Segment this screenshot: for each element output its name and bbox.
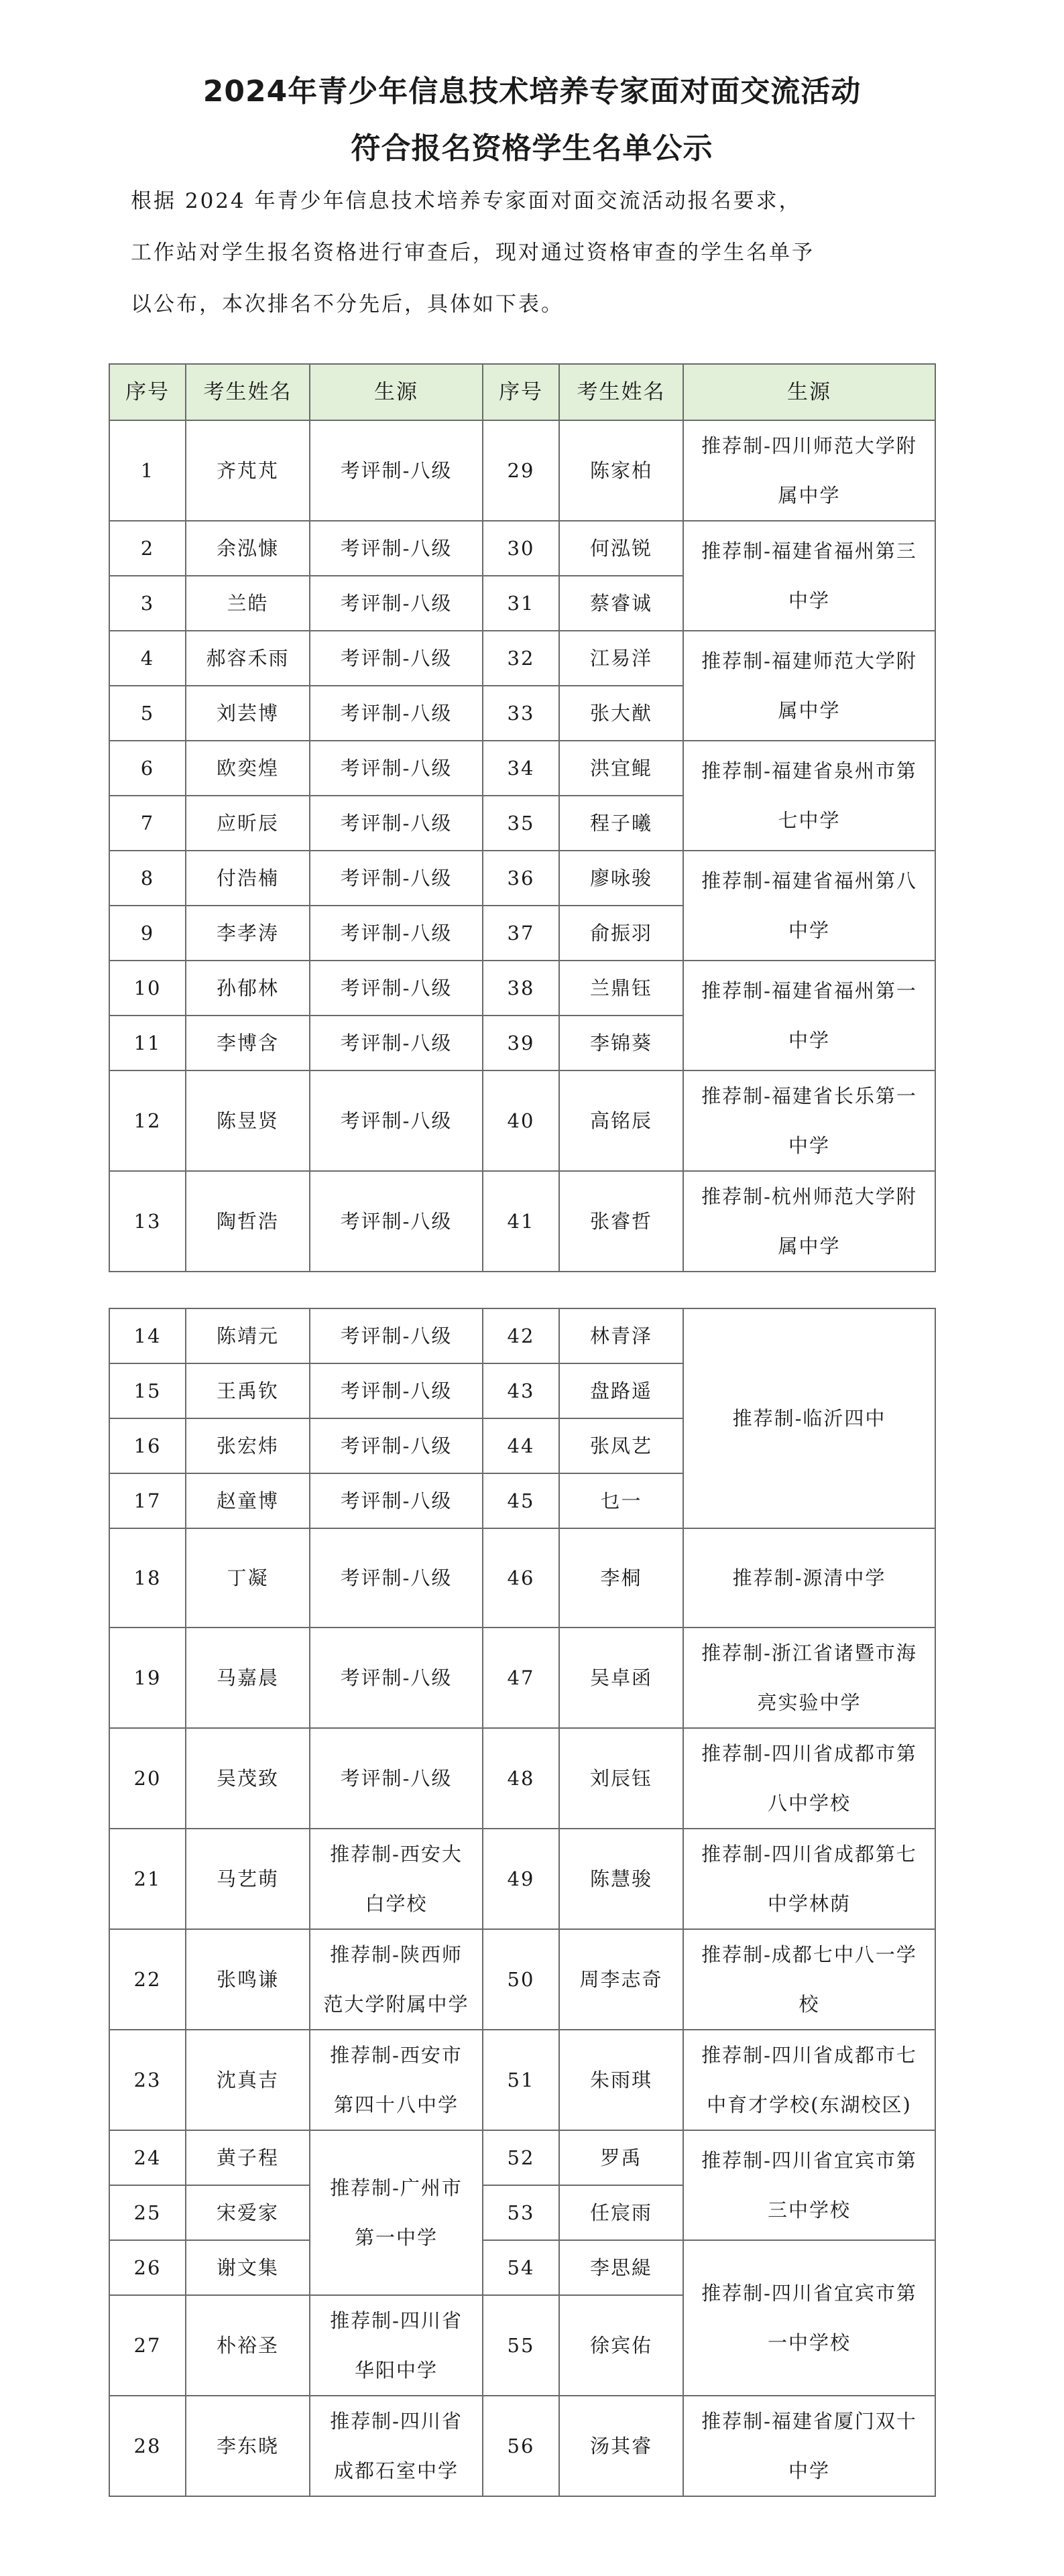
seq-cell: 34: [483, 741, 559, 796]
seq-cell: 12: [109, 1070, 186, 1171]
seq-cell: 1: [109, 420, 186, 521]
name-cell: 蔡睿诚: [559, 576, 683, 631]
header-source: 生源: [683, 364, 935, 420]
name-cell: 兰鼎钰: [559, 961, 683, 1016]
name-cell: 吴茂致: [186, 1728, 310, 1829]
name-cell: 马艺萌: [186, 1829, 310, 1929]
name-cell: 刘芸博: [186, 686, 310, 741]
name-cell: 宋爱家: [186, 2185, 310, 2240]
name-cell: 张睿哲: [559, 1171, 683, 1272]
table-row: [109, 2396, 935, 2496]
name-cell: 余泓慷: [186, 521, 310, 576]
seq-cell: 31: [483, 576, 559, 631]
seq-cell: 39: [483, 1016, 559, 1070]
source-cell: 考评制-八级: [310, 796, 483, 851]
name-cell: 林青泽: [559, 1308, 683, 1363]
source-cell: 考评制-八级: [310, 906, 483, 961]
source-cell: 推荐制-四川省成都市七中育才学校(东湖校区): [683, 2030, 935, 2130]
seq-cell: 24: [109, 2130, 186, 2185]
source-cell: 考评制-八级: [310, 1016, 483, 1070]
table-row: [109, 1929, 935, 2030]
seq-cell: 28: [109, 2396, 186, 2496]
table-row: [109, 741, 935, 796]
table-row: [109, 631, 935, 686]
name-cell: 付浩楠: [186, 851, 310, 906]
seq-cell: 27: [109, 2295, 186, 2396]
source-cell: 推荐制-浙江省诸暨市海亮实验中学: [683, 1628, 935, 1728]
name-cell: 赵童博: [186, 1473, 310, 1528]
seq-cell: 10: [109, 961, 186, 1016]
seq-cell: 23: [109, 2030, 186, 2130]
source-cell: 推荐制-福建省福州第一中学: [683, 961, 935, 1070]
source-cell: 推荐制-四川省华阳中学: [310, 2295, 483, 2396]
seq-cell: 38: [483, 961, 559, 1016]
source-cell: 考评制-八级: [310, 1418, 483, 1473]
seq-cell: 56: [483, 2396, 559, 2496]
seq-cell: 25: [109, 2185, 186, 2240]
source-cell: 考评制-八级: [310, 576, 483, 631]
intro-line-2: 工作站对学生报名资格进行审查后，现对通过资格审查的学生名单予: [131, 241, 815, 265]
source-cell: 考评制-八级: [310, 961, 483, 1016]
name-cell: 任宸雨: [559, 2185, 683, 2240]
source-cell: 推荐制-福建省长乐第一中学: [683, 1070, 935, 1171]
name-cell: 李博含: [186, 1016, 310, 1070]
name-cell: 马嘉晨: [186, 1628, 310, 1728]
intro-line-3: 以公布，本次排名不分先后，具体如下表。: [131, 292, 564, 316]
seq-cell: 42: [483, 1308, 559, 1363]
source-cell: 推荐制-四川省宜宾市第三中学校: [683, 2130, 935, 2240]
page-title: 2024年青少年信息技术培养专家面对面交流活动: [202, 74, 862, 109]
seq-cell: 11: [109, 1016, 186, 1070]
source-cell: 考评制-八级: [310, 741, 483, 796]
seq-cell: 3: [109, 576, 186, 631]
table-row: [109, 2130, 935, 2185]
source-cell: 考评制-八级: [310, 686, 483, 741]
seq-cell: 46: [483, 1528, 559, 1628]
name-cell: 吴卓函: [559, 1628, 683, 1728]
name-cell: 刘辰钰: [559, 1728, 683, 1829]
name-cell: 李东晓: [186, 2396, 310, 2496]
seq-cell: 21: [109, 1829, 186, 1929]
name-cell: 陈慧骏: [559, 1829, 683, 1929]
source-cell: 推荐制-成都七中八一学校: [683, 1929, 935, 2030]
name-cell: 徐宾佑: [559, 2295, 683, 2396]
name-cell: 俞振羽: [559, 906, 683, 961]
seq-cell: 13: [109, 1171, 186, 1272]
source-cell: 推荐制-福建省泉州市第七中学: [683, 741, 935, 851]
name-cell: 黄子程: [186, 2130, 310, 2185]
table-row: [109, 961, 935, 1016]
page-subtitle: 符合报名资格学生名单公示: [351, 131, 713, 166]
seq-cell: 54: [483, 2240, 559, 2295]
seq-cell: 47: [483, 1628, 559, 1728]
name-cell: 盘路遥: [559, 1363, 683, 1418]
source-cell: 推荐制-源清中学: [683, 1528, 935, 1628]
source-cell: 推荐制-西安大白学校: [310, 1829, 483, 1929]
source-cell: 考评制-八级: [310, 1308, 483, 1363]
seq-cell: 44: [483, 1418, 559, 1473]
source-cell: 考评制-八级: [310, 631, 483, 686]
seq-cell: 33: [483, 686, 559, 741]
name-cell: 江易洋: [559, 631, 683, 686]
table-row: [109, 1171, 935, 1272]
header-name: 考生姓名: [559, 364, 683, 420]
name-cell: 陈昱贤: [186, 1070, 310, 1171]
name-cell: 张宏炜: [186, 1418, 310, 1473]
table-row: [109, 1628, 935, 1728]
header-seq: 序号: [483, 364, 559, 420]
seq-cell: 32: [483, 631, 559, 686]
seq-cell: 5: [109, 686, 186, 741]
seq-cell: 37: [483, 906, 559, 961]
seq-cell: 41: [483, 1171, 559, 1272]
source-cell: 考评制-八级: [310, 1070, 483, 1171]
table-row: [109, 521, 935, 576]
seq-cell: 17: [109, 1473, 186, 1528]
source-cell: 推荐制-四川师范大学附属中学: [683, 420, 935, 521]
seq-cell: 51: [483, 2030, 559, 2130]
seq-cell: 4: [109, 631, 186, 686]
seq-cell: 22: [109, 1929, 186, 2030]
source-cell: 考评制-八级: [310, 1171, 483, 1272]
source-cell: 考评制-八级: [310, 1363, 483, 1418]
seq-cell: 40: [483, 1070, 559, 1171]
table-row: [109, 851, 935, 906]
name-cell: 沈真吉: [186, 2030, 310, 2130]
name-cell: 张凤艺: [559, 1418, 683, 1473]
seq-cell: 55: [483, 2295, 559, 2396]
seq-cell: 15: [109, 1363, 186, 1418]
source-cell: 推荐制-广州市第一中学: [310, 2130, 483, 2295]
name-cell: 陶哲浩: [186, 1171, 310, 1272]
seq-cell: 6: [109, 741, 186, 796]
source-cell: 推荐制-四川省成都市第八中学校: [683, 1728, 935, 1829]
seq-cell: 29: [483, 420, 559, 521]
name-cell: 何泓锐: [559, 521, 683, 576]
header-name: 考生姓名: [186, 364, 310, 420]
seq-cell: 2: [109, 521, 186, 576]
source-cell: 考评制-八级: [310, 420, 483, 521]
name-cell: 程子曦: [559, 796, 683, 851]
table-row: [109, 420, 935, 521]
seq-cell: 7: [109, 796, 186, 851]
seq-cell: 9: [109, 906, 186, 961]
source-cell: 考评制-八级: [310, 1528, 483, 1628]
seq-cell: 50: [483, 1929, 559, 2030]
seq-cell: 16: [109, 1418, 186, 1473]
source-cell: 推荐制-西安市第四十八中学: [310, 2030, 483, 2130]
name-cell: 张鸣谦: [186, 1929, 310, 2030]
name-cell: 郝容禾雨: [186, 631, 310, 686]
seq-cell: 18: [109, 1528, 186, 1628]
name-cell: 张大猷: [559, 686, 683, 741]
seq-cell: 53: [483, 2185, 559, 2240]
name-cell: 应昕辰: [186, 796, 310, 851]
seq-cell: 30: [483, 521, 559, 576]
table-row: [109, 1070, 935, 1171]
name-cell: 孙郁林: [186, 961, 310, 1016]
table-row: [109, 1528, 935, 1628]
seq-cell: 43: [483, 1363, 559, 1418]
name-cell: 丁凝: [186, 1528, 310, 1628]
name-cell: 兰皓: [186, 576, 310, 631]
source-cell: 推荐制-四川省成都石室中学: [310, 2396, 483, 2496]
seq-cell: 19: [109, 1628, 186, 1728]
source-cell: 推荐制-陕西师范大学附属中学: [310, 1929, 483, 2030]
seq-cell: 48: [483, 1728, 559, 1829]
seq-cell: 35: [483, 796, 559, 851]
name-cell: 李锦葵: [559, 1016, 683, 1070]
source-cell: 推荐制-四川省宜宾市第一中学校: [683, 2240, 935, 2396]
intro-line-1: 根据 2024 年青少年信息技术培养专家面对面交流活动报名要求，: [131, 189, 802, 213]
name-cell: 高铭辰: [559, 1070, 683, 1171]
seq-cell: 45: [483, 1473, 559, 1528]
name-cell: 朴裕圣: [186, 2295, 310, 2396]
name-cell: 罗禹: [559, 2130, 683, 2185]
seq-cell: 26: [109, 2240, 186, 2295]
seq-cell: 8: [109, 851, 186, 906]
name-cell: 廖咏骏: [559, 851, 683, 906]
source-cell: 推荐制-四川省成都第七中学林荫: [683, 1829, 935, 1929]
header-seq: 序号: [109, 364, 186, 420]
source-cell: 推荐制-杭州师范大学附属中学: [683, 1171, 935, 1272]
name-cell: 欧奕煌: [186, 741, 310, 796]
source-cell: 推荐制-福建师范大学附属中学: [683, 631, 935, 741]
source-cell: 考评制-八级: [310, 521, 483, 576]
source-cell: 考评制-八级: [310, 1628, 483, 1728]
seq-cell: 14: [109, 1308, 186, 1363]
name-cell: 陈靖元: [186, 1308, 310, 1363]
seq-cell: 49: [483, 1829, 559, 1929]
name-cell: 陈家柏: [559, 420, 683, 521]
table-row: [109, 1829, 935, 1929]
name-cell: 谢文集: [186, 2240, 310, 2295]
name-cell: 齐芃芃: [186, 420, 310, 521]
name-cell: 王禹钦: [186, 1363, 310, 1418]
name-cell: 朱雨琪: [559, 2030, 683, 2130]
source-cell: 考评制-八级: [310, 1728, 483, 1829]
table-row: [109, 1308, 935, 1363]
seq-cell: 52: [483, 2130, 559, 2185]
source-cell: 推荐制-临沂四中: [683, 1308, 935, 1528]
name-cell: 周李志奇: [559, 1929, 683, 2030]
source-cell: 考评制-八级: [310, 1473, 483, 1528]
table-header-row: [109, 364, 935, 420]
name-cell: 李桐: [559, 1528, 683, 1628]
source-cell: 考评制-八级: [310, 851, 483, 906]
name-cell: 汤其睿: [559, 2396, 683, 2496]
header-source: 生源: [310, 364, 483, 420]
student-table-2: [109, 1308, 936, 2497]
source-cell: 推荐制-福建省厦门双十中学: [683, 2396, 935, 2496]
name-cell: 乜一: [559, 1473, 683, 1528]
source-cell: 推荐制-福建省福州第八中学: [683, 851, 935, 961]
source-cell: 推荐制-福建省福州第三中学: [683, 521, 935, 631]
table-row: [109, 1728, 935, 1829]
name-cell: 李孝涛: [186, 906, 310, 961]
student-table-1: [109, 363, 936, 1272]
table-row: [109, 2240, 935, 2295]
seq-cell: 20: [109, 1728, 186, 1829]
table-row: [109, 2030, 935, 2130]
seq-cell: 36: [483, 851, 559, 906]
name-cell: 洪宜鲲: [559, 741, 683, 796]
name-cell: 李思緹: [559, 2240, 683, 2295]
